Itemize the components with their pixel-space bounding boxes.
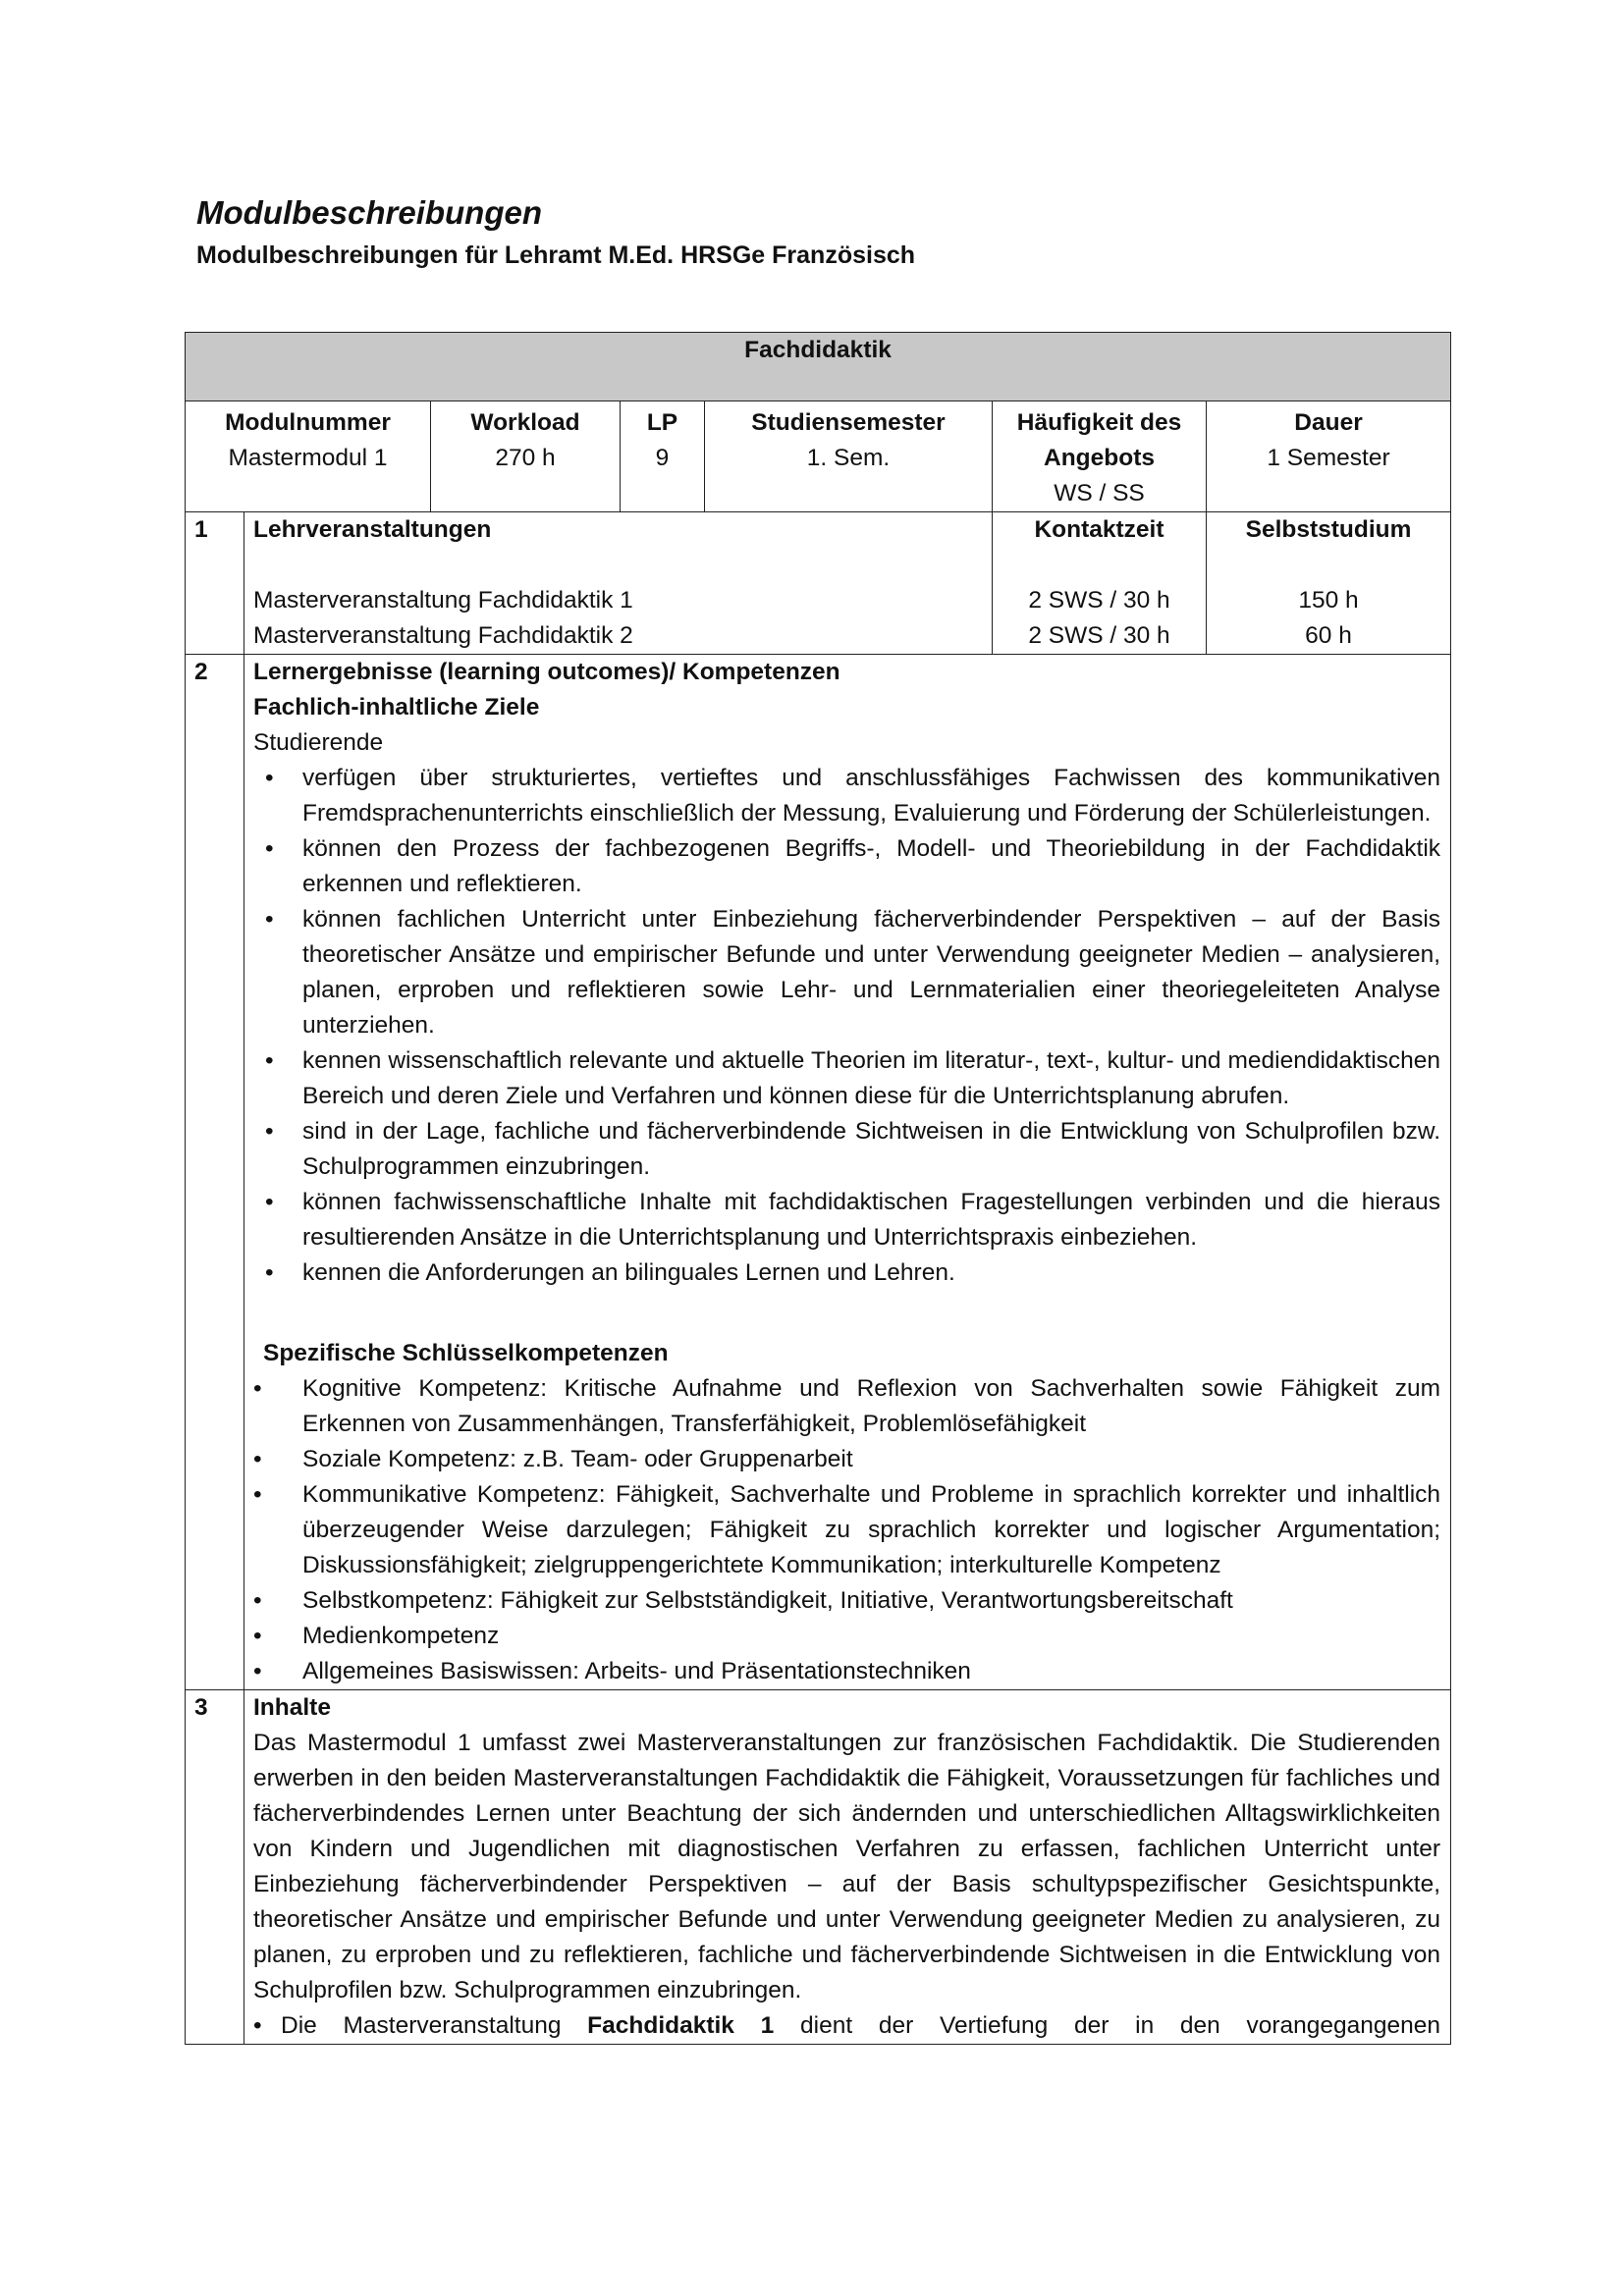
workload-value: 270 h	[495, 445, 556, 471]
list-item: • Selbstkompetenz: Fähigkeit zur Selbstständigkeit, Initiative, Verantwortungsbereitschaft	[253, 1583, 1440, 1619]
section1-title: Lehrveranstaltungen	[253, 516, 492, 543]
semester-value: 1. Sem.	[806, 445, 891, 471]
section2-title: Lernergebnisse (learning outcomes)/ Kompetenzen	[253, 659, 840, 685]
list-item: • kennen wissenschaftlich relevante und aktuelle Theorien im literatur-, text-, kultur- und mediendidaktischen Bereich und deren Ziele und Verfahren und können diese für die Unterrichtsplanung abrufen.	[253, 1043, 1440, 1114]
section2-number: 2	[186, 655, 244, 1690]
selbststudium-cell	[1207, 512, 1451, 655]
workload-label: Workload	[470, 409, 580, 436]
list-item: • verfügen über strukturiertes, vertieftes und anschlussfähiges Fachwissen des kommunikativen Fremdsprachenunterrichts einschließlich der Messung, Evaluierung und Förderung der Schülerleistungen.	[253, 761, 1440, 831]
section3-title: Inhalte	[253, 1694, 331, 1721]
haeufigkeit-label-line2: Angebots	[1044, 445, 1155, 471]
haeufigkeit-cell	[993, 401, 1207, 512]
section2-intro: Studierende	[253, 729, 384, 756]
section2-content	[244, 655, 1451, 1690]
table-heading: Fachdidaktik	[186, 333, 1451, 401]
course-2-kontaktzeit: 2 SWS / 30 h	[1028, 622, 1170, 649]
haeufigkeit-value: WS / SS	[1054, 480, 1145, 507]
section3-row	[186, 1690, 1451, 2045]
list-item: • sind in der Lage, fachliche und fächerverbindende Sichtweisen in die Entwicklung von Schulprofilen bzw. Schulprogrammen einzubringen.	[253, 1114, 1440, 1185]
semester-cell	[705, 401, 993, 512]
haeufigkeit-label-line1: Häufigkeit des	[1016, 409, 1182, 436]
section3-number: 3	[186, 1690, 244, 2045]
dauer-label: Dauer	[1294, 409, 1363, 436]
page-title: Modulbeschreibungen	[196, 194, 543, 231]
course-2-selbststudium: 60 h	[1305, 622, 1352, 649]
modulnummer-value: Mastermodul 1	[228, 445, 388, 471]
list-item: • Allgemeines Basiswissen: Arbeits- und Präsentationstechniken	[253, 1654, 1440, 1689]
section3-list	[253, 2008, 1440, 2044]
section3-bullet-suffix: dient der Vertiefung der in den vorangegangenen	[800, 2012, 1441, 2039]
kontaktzeit-label: Kontaktzeit	[1034, 516, 1164, 543]
section2-row	[186, 655, 1451, 1690]
selbststudium-label: Selbststudium	[1245, 516, 1412, 543]
section2-subtitle: Fachlich-inhaltliche Ziele	[253, 694, 540, 721]
list-item: • Medienkompetenz	[253, 1619, 1440, 1654]
section3-paragraph: Das Mastermodul 1 umfasst zwei Masterveranstaltungen zur französischen Fachdidaktik. Die Studierenden erwerben in den beiden Masterveranstaltungen Fachdidaktik die Fähigkeit, Voraussetzungen für fachliches und fächerverbindendes Lernen unter Beachtung der sich ändernden und unterschiedlichen Alltagswirklichkeiten von Kindern und Jugendlichen mit diagnostischen Verfahren zu erfassen, fachlichen Unterricht unter Einbeziehung fächerverbindender Perspektiven – auf der Basis schultypspezifischer Gesichtspunkte, theoretischer Ansätze und empirischer Befunde und unter Verwendung geeigneter Medien zu analysieren, zu planen, zu erproben und zu reflektieren, fachliche und fächerverbindende Sichtweisen in die Entwicklung von Schulprofilen bzw. Schulprogrammen einzubringen.	[253, 1730, 1441, 2003]
list-item: • können fachwissenschaftliche Inhalte mit fachdidaktischen Fragestellungen verbinden und die hieraus resultierenden Ansätze in die Unterrichtsplanung und Unterrichtspraxis einbeziehen.	[253, 1185, 1440, 1255]
list-item: • können fachlichen Unterricht unter Einbeziehung fächerverbindender Perspektiven – auf der Basis theoretischer Ansätze und empirischer Befunde und unter Verwendung geeigneter Medien – analysieren, planen, erproben und reflektieren sowie Lehr- und Lernmaterialien einer theoriegeleiteten Analyse unterziehen.	[253, 902, 1440, 1043]
dauer-cell	[1207, 401, 1451, 512]
lp-value: 9	[655, 445, 670, 471]
list-item: • können den Prozess der fachbezogenen Begriffs-, Modell- und Theoriebildung in der Fachdidaktik erkennen und reflektieren.	[253, 831, 1440, 902]
list-item: • Kognitive Kompetenz: Kritische Aufnahme und Reflexion von Sachverhalten sowie Fähigkeit zum Erkennen von Zusammenhängen, Transferfähigkeit, Problemlösefähigkeit	[253, 1371, 1440, 1442]
table-heading-row	[186, 333, 1451, 401]
workload-cell	[431, 401, 621, 512]
page-subtitle: Modulbeschreibungen für Lehramt M.Ed. HRSGe Französisch	[196, 241, 916, 269]
course-1-name: Masterveranstaltung Fachdidaktik 1	[253, 587, 633, 614]
lp-cell	[621, 401, 705, 512]
modulnummer-label: Modulnummer	[225, 409, 391, 436]
lp-label: LP	[646, 409, 678, 436]
list-item	[253, 2008, 1440, 2044]
section1-number: 1	[186, 512, 244, 655]
section3-bullet-bold: Fachdidaktik 1	[587, 2012, 775, 2039]
module-table	[185, 332, 1451, 2045]
course-1-kontaktzeit: 2 SWS / 30 h	[1028, 587, 1170, 614]
key-competences-title: Spezifische Schlüsselkompetenzen	[263, 1340, 669, 1366]
list-item: • Kommunikative Kompetenz: Fähigkeit, Sachverhalte und Probleme in sprachlich korrekter und inhaltlich überzeugender Weise darzulegen; Fähigkeit zu sprachlich korrekter und logischer Argumentation; Diskussionsfähigkeit; zielgruppengerichtete Kommunikation; interkulturelle Kompetenz	[253, 1477, 1440, 1583]
course-2-name: Masterveranstaltung Fachdidaktik 2	[253, 622, 633, 649]
meta-row	[186, 401, 1451, 512]
outcomes-list	[253, 761, 1440, 1291]
modulnummer-cell	[186, 401, 431, 512]
list-item: • Soziale Kompetenz: z.B. Team- oder Gruppenarbeit	[253, 1442, 1440, 1477]
section3-content	[244, 1690, 1451, 2045]
section3-bullet-prefix: Die Masterveranstaltung	[281, 2012, 562, 2039]
course-1-selbststudium: 150 h	[1298, 587, 1359, 614]
list-item: • kennen die Anforderungen an bilinguales Lernen und Lehren.	[253, 1255, 1440, 1291]
section1-row	[186, 512, 1451, 655]
key-competences-list	[253, 1371, 1440, 1689]
section1-courses-cell	[244, 512, 993, 655]
semester-label: Studiensemester	[751, 409, 946, 436]
dauer-value: 1 Semester	[1267, 445, 1390, 471]
kontaktzeit-cell	[993, 512, 1207, 655]
